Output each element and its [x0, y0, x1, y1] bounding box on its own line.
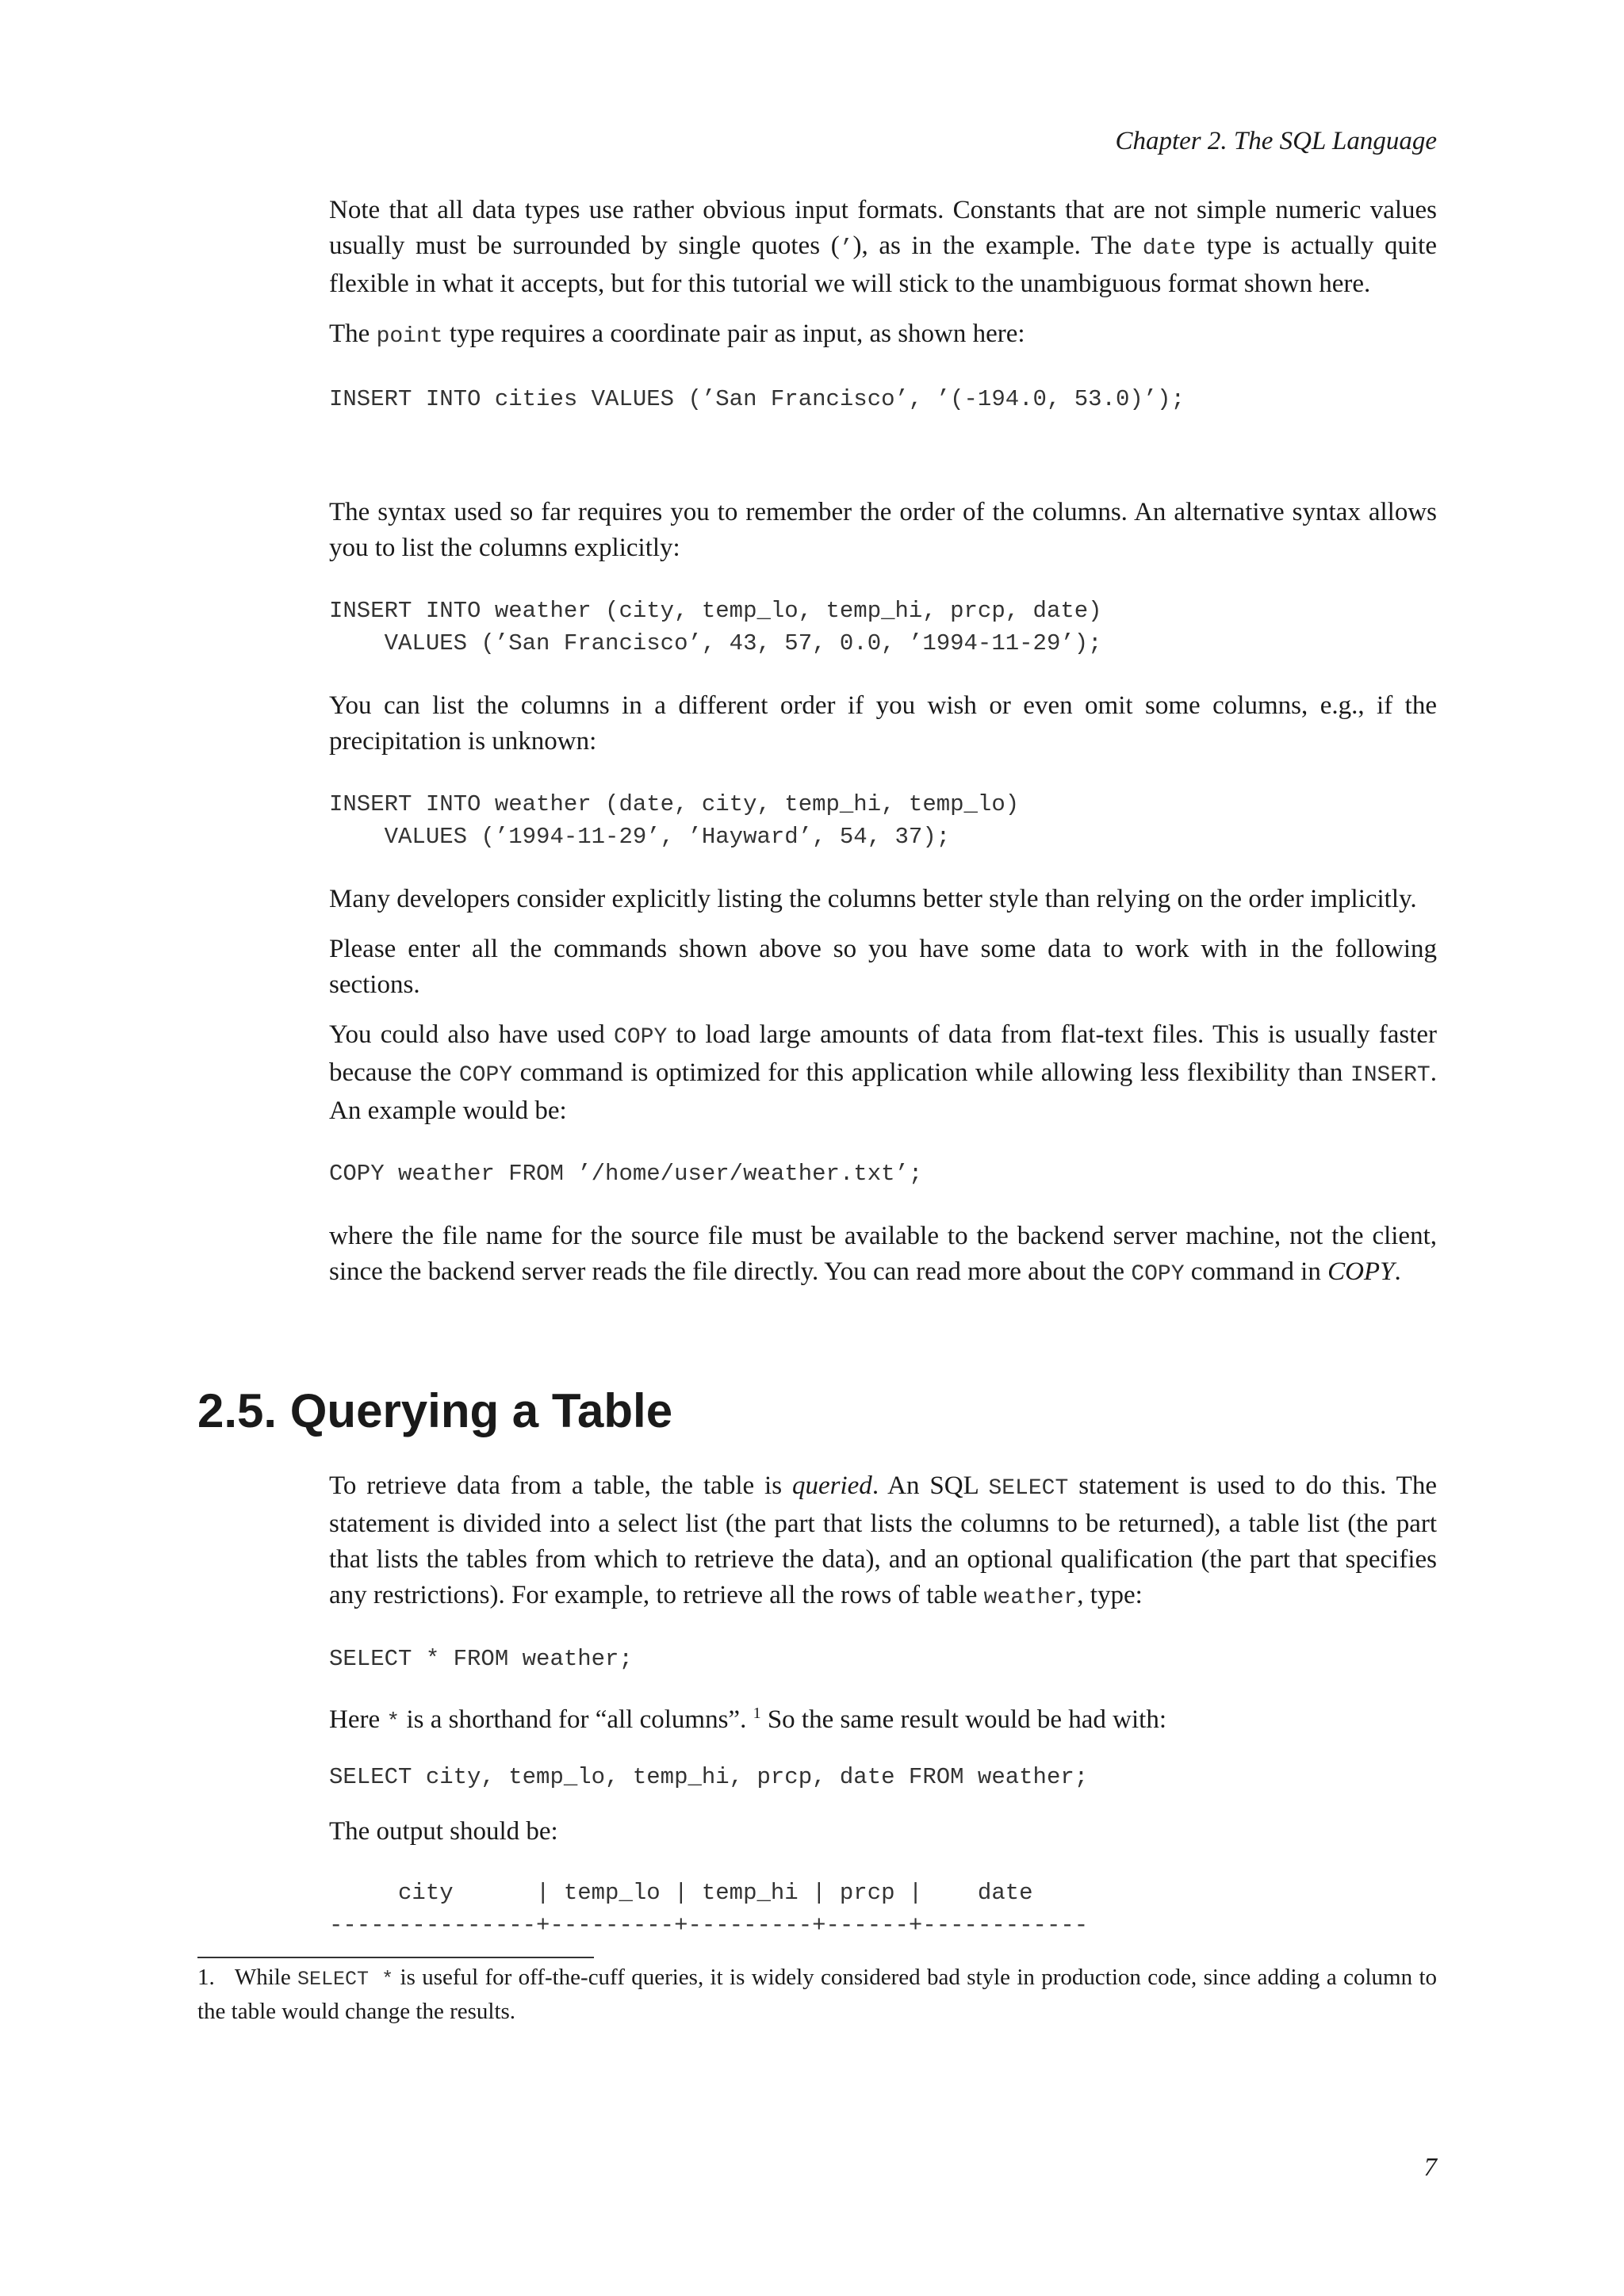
paragraph-copy-file-location: where the file name for the source file must be available to the backend server machine, not the client, since the backend server reads the file directly. You can read more about the COPY command in COPY. — [329, 1222, 1437, 1287]
code-block-select-star: SELECT * FROM weather; — [329, 1646, 633, 1672]
paragraph-copy-command: You could also have used COPY to load large amounts of data from flat-text files. This is usually faster because the COPY command is optimized for this application while allowing less flexibility than INSERT. An example would be: — [329, 1020, 1437, 1125]
paragraph-output-should-be: The output should be: — [329, 1817, 558, 1846]
footnote-1: 1. While SELECT * is useful for off-the-cuff queries, it is widely considered bad style in production code, since adding a column to the table would change the results. — [197, 1965, 1437, 2024]
query-output-table: city | temp_lo | temp_hi | prcp | date ---------------+---------+---------+------+------------ — [329, 1880, 1089, 1938]
paragraph-star-shorthand: Here * is a shorthand for “all columns”. $^1$ So the same result would be had with: — [329, 1705, 1166, 1735]
code-block-insert-weather-reordered: INSERT INTO weather (date, city, temp_hi, temp_lo) VALUES (’1994-11-29’, ’Hayward’, 54, 37); — [329, 791, 1020, 850]
footnote-marker[interactable]: 1 — [753, 1705, 761, 1722]
code-block-insert-cities: INSERT INTO cities VALUES (’San Francisco’, ’(-194.0, 53.0)’); — [329, 386, 1185, 412]
paragraph-point-type: The point type requires a coordinate pair as input, as shown here: — [329, 320, 1025, 349]
section-body-querying — [329, 1468, 1437, 1942]
inline-code-date: date — [1142, 236, 1197, 261]
section-body-data-entry — [329, 193, 1437, 1307]
paragraph-style-advice: Many developers consider explicitly listing the columns better style than relying on the order implicitly. — [329, 885, 1417, 913]
section-heading-querying: 2.5. Querying a Table — [197, 1384, 673, 1437]
paragraph-omit-columns: You can list the columns in a different order if you wish or even omit some columns, e.g., if the precipitation is unknown: — [329, 691, 1437, 756]
footnote-divider — [197, 1957, 594, 1958]
paragraph-enter-commands: Please enter all the commands shown above so you have some data to work with in the following sections. — [329, 935, 1437, 999]
link-copy-reference[interactable]: COPY — [1327, 1257, 1395, 1286]
paragraph-select-intro: To retrieve data from a table, the table is queried. An SQL SELECT statement is used to do this. The statement is divided into a select list (the part that lists the columns to be returned), a table list (the part that lists the tables from which to retrieve the data), and an optional qualification (the part that specifies any restrictions). For example, to retrieve all the rows of table weather, type: — [329, 1471, 1437, 1610]
code-block-insert-weather-explicit: INSERT INTO weather (city, temp_lo, temp_hi, prcp, date) VALUES (’San Francisco’, 43, 57, 0.0, ’1994-11-29’); — [329, 598, 1102, 656]
code-block-copy-weather: COPY weather FROM ’/home/user/weather.txt’; — [329, 1161, 923, 1187]
running-header: Chapter 2. The SQL Language — [1115, 127, 1437, 155]
paragraph-column-order: The syntax used so far requires you to remember the order of the columns. An alternative syntax allows you to list the columns explicitly: — [329, 498, 1437, 562]
inline-code-point: point — [376, 324, 443, 349]
code-block-select-columns: SELECT city, temp_lo, temp_hi, prcp, date FROM weather; — [329, 1764, 1089, 1790]
page-number: 7 — [1423, 2153, 1437, 2182]
paragraph-input-formats: Note that all data types use rather obvious input formats. Constants that are not simple numeric values usually must be surrounded by single quotes (’), as in the example. The date type is actually quite flexible in what it accepts, but for this tutorial we will stick to the unambiguous format shown here. — [329, 196, 1437, 298]
